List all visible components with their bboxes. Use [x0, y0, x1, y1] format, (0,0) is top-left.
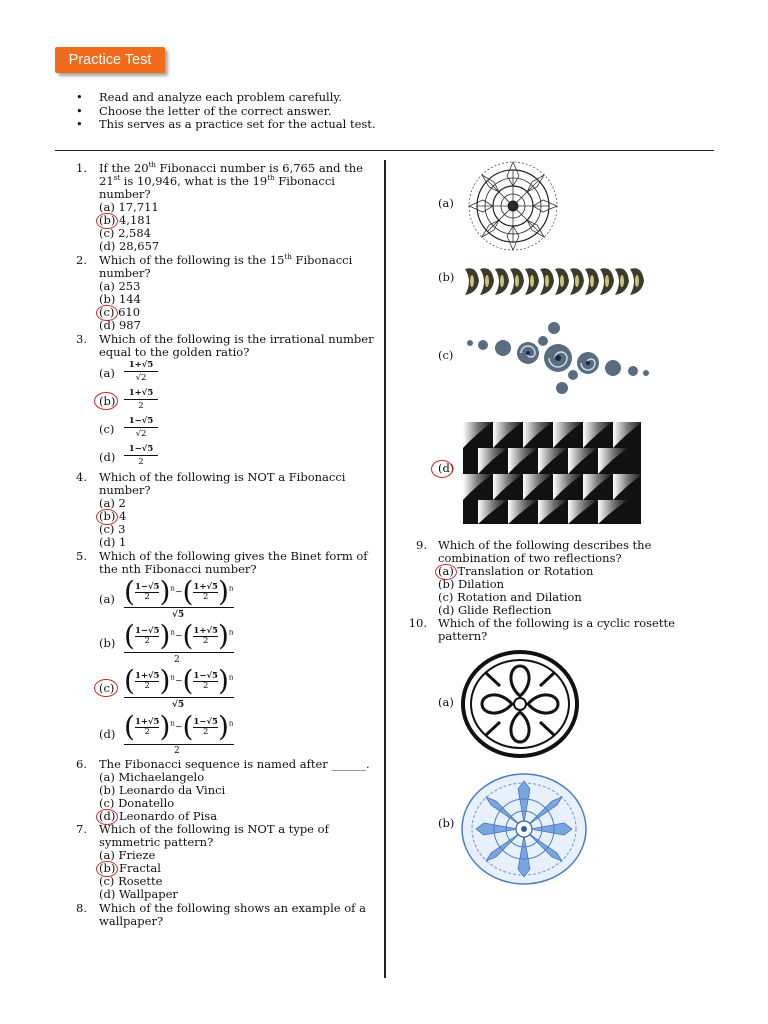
q6-number: 6.: [76, 757, 87, 771]
q2-option-b[interactable]: (b) 144: [99, 292, 141, 306]
q10-number: 10.: [408, 616, 427, 630]
q3-option-a[interactable]: (a): [99, 366, 115, 380]
answer-circle: [431, 460, 453, 478]
q3-fraction-c: 1−√5 √2: [124, 416, 158, 439]
frieze-border-image: [463, 265, 649, 297]
q2-option-d[interactable]: (d) 987: [99, 318, 141, 332]
q5-formula-a-denominator: √5: [172, 610, 185, 620]
q1-option-d[interactable]: (d) 28,657: [99, 239, 160, 253]
q7-line1: Which of the following is NOT a type of: [99, 822, 329, 836]
q1-number: 1.: [76, 161, 87, 175]
q3-fraction-a: 1+√5 √2: [124, 360, 158, 383]
q4-option-c[interactable]: (c) 3: [99, 522, 126, 536]
q7-line2: symmetric pattern?: [99, 835, 214, 849]
practice-test-banner: Practice Test: [55, 47, 165, 73]
q5-option-c[interactable]: (c): [99, 681, 115, 695]
mandala-image: [465, 160, 561, 252]
q1-line1: If the 20th Fibonacci number is 6,765 and the: [99, 161, 363, 175]
q4-number: 4.: [76, 470, 87, 484]
q1-option-a[interactable]: (a) 17,711: [99, 200, 159, 214]
q8-option-c[interactable]: (c): [438, 348, 454, 362]
wallpaper-pattern-image: [463, 422, 641, 524]
q9-line1: Which of the following describes the: [438, 538, 652, 552]
q7-option-a[interactable]: (a) Frieze: [99, 848, 156, 862]
instruction-item: • Read and analyze each problem carefully.: [76, 91, 376, 105]
q4-line2: number?: [99, 483, 151, 497]
q3-line1: Which of the following is the irrational number: [99, 332, 374, 346]
q2-option-c[interactable]: (c) 610: [99, 305, 141, 319]
q1-option-b[interactable]: (b) 4,181: [99, 213, 152, 227]
q9-line2: combination of two reflections?: [438, 551, 622, 565]
q3-option-b[interactable]: (b): [99, 394, 116, 408]
q8-line1: Which of the following shows an example of a: [99, 901, 366, 915]
answer-circle: [94, 392, 118, 410]
q8-option-a[interactable]: (a): [438, 196, 454, 210]
q5-formula-d-bar: [124, 744, 234, 745]
q1-line3: number?: [99, 187, 151, 201]
q9-option-d[interactable]: (d) Glide Reflection: [438, 603, 552, 617]
q3-number: 3.: [76, 332, 87, 346]
q4-line1: Which of the following is NOT a Fibonacci: [99, 470, 346, 484]
q8-line2: wallpaper?: [99, 914, 164, 928]
instruction-item: • This serves as a practice set for the actual test.: [76, 118, 376, 132]
answer-circle: [94, 679, 118, 697]
q5-formula-c-bar: [124, 697, 234, 698]
blue-rosette-image: [460, 772, 588, 886]
q5-formula-a-numerator: ( $\frac{1-√5}{2}$ )$^n$−( $\frac{1+√5}{2}$ )$^n$: [124, 575, 234, 608]
q5-formula-c-numerator: ( $\frac{1+√5}{2}$ )$^n$−( $\frac{1-√5}{2}$ )$^n$: [124, 664, 234, 697]
q5-option-d[interactable]: (d): [99, 727, 116, 741]
rosette-window-image: [460, 649, 580, 759]
q5-formula-c-denominator: √5: [172, 700, 185, 710]
q10-option-a[interactable]: (a): [438, 695, 454, 709]
q5-formula-a-bar: [124, 607, 234, 608]
instructions-list: [76, 91, 376, 132]
q3-fraction-b: 1+√5 2: [124, 388, 158, 411]
q8-number: 8.: [76, 901, 87, 915]
q9-option-b[interactable]: (b) Dilation: [438, 577, 505, 591]
q5-formula-d-denominator: 2: [174, 746, 180, 756]
q10-line2: pattern?: [438, 629, 488, 643]
q5-line1: Which of the following gives the Binet form of: [99, 549, 368, 563]
q7-number: 7.: [76, 822, 87, 836]
q2-option-a[interactable]: (a) 253: [99, 279, 141, 293]
q5-line2: the nth Fibonacci number?: [99, 562, 257, 576]
q2-line2: number?: [99, 266, 151, 280]
column-divider: [384, 160, 386, 978]
q6-option-a[interactable]: (a) Michaelangelo: [99, 770, 205, 784]
q2-line1: Which of the following is the 15th Fibonacci: [99, 253, 353, 267]
q3-line2: equal to the golden ratio?: [99, 345, 250, 359]
q5-formula-d-numerator: ( $\frac{1+√5}{2}$ )$^n$−( $\frac{1-√5}{2}$ )$^n$: [124, 710, 234, 743]
q2-number: 2.: [76, 253, 87, 267]
q5-option-a[interactable]: (a): [99, 592, 115, 606]
q1-line2: 21st is 10,946, what is the 19th Fibonacci: [99, 174, 335, 188]
q5-formula-b-bar: [124, 652, 234, 653]
q4-option-b[interactable]: (b) 4: [99, 509, 127, 523]
q8-option-d[interactable]: (d): [438, 461, 455, 475]
q9-number: 9.: [416, 538, 427, 552]
q10-line1: Which of the following is a cyclic rosette: [438, 616, 675, 630]
q3-fraction-d: 1−√5 2: [124, 444, 158, 467]
q3-option-d[interactable]: (d): [99, 450, 116, 464]
q10-option-b[interactable]: (b): [438, 816, 455, 830]
q1-option-c[interactable]: (c) 2,584: [99, 226, 151, 240]
q9-option-a[interactable]: (a) Translation or Rotation: [438, 564, 594, 578]
q5-formula-b-numerator: ( $\frac{1-√5}{2}$ )$^n$−( $\frac{1+√5}{2}$ )$^n$: [124, 619, 234, 652]
q6-line1: The Fibonacci sequence is named after ______.: [99, 757, 370, 771]
q5-formula-b-denominator: 2: [174, 655, 180, 665]
q6-option-c[interactable]: (c) Donatello: [99, 796, 175, 810]
q7-option-d[interactable]: (d) Wallpaper: [99, 887, 178, 901]
q8-option-b[interactable]: (b): [438, 270, 455, 284]
q5-option-b[interactable]: (b): [99, 636, 116, 650]
q6-option-d[interactable]: (d) Leonardo of Pisa: [99, 809, 218, 823]
q4-option-d[interactable]: (d) 1: [99, 535, 127, 549]
q4-option-a[interactable]: (a) 2: [99, 496, 126, 510]
instruction-item: • Choose the letter of the correct answer.: [76, 105, 376, 119]
q6-option-b[interactable]: (b) Leonardo da Vinci: [99, 783, 226, 797]
header-divider: [55, 150, 714, 151]
q9-option-c[interactable]: (c) Rotation and Dilation: [438, 590, 582, 604]
q3-option-c[interactable]: (c): [99, 422, 115, 436]
q7-option-c[interactable]: (c) Rosette: [99, 874, 163, 888]
fractal-image: [458, 313, 658, 403]
q5-number: 5.: [76, 549, 87, 563]
q7-option-b[interactable]: (b) Fractal: [99, 861, 161, 875]
